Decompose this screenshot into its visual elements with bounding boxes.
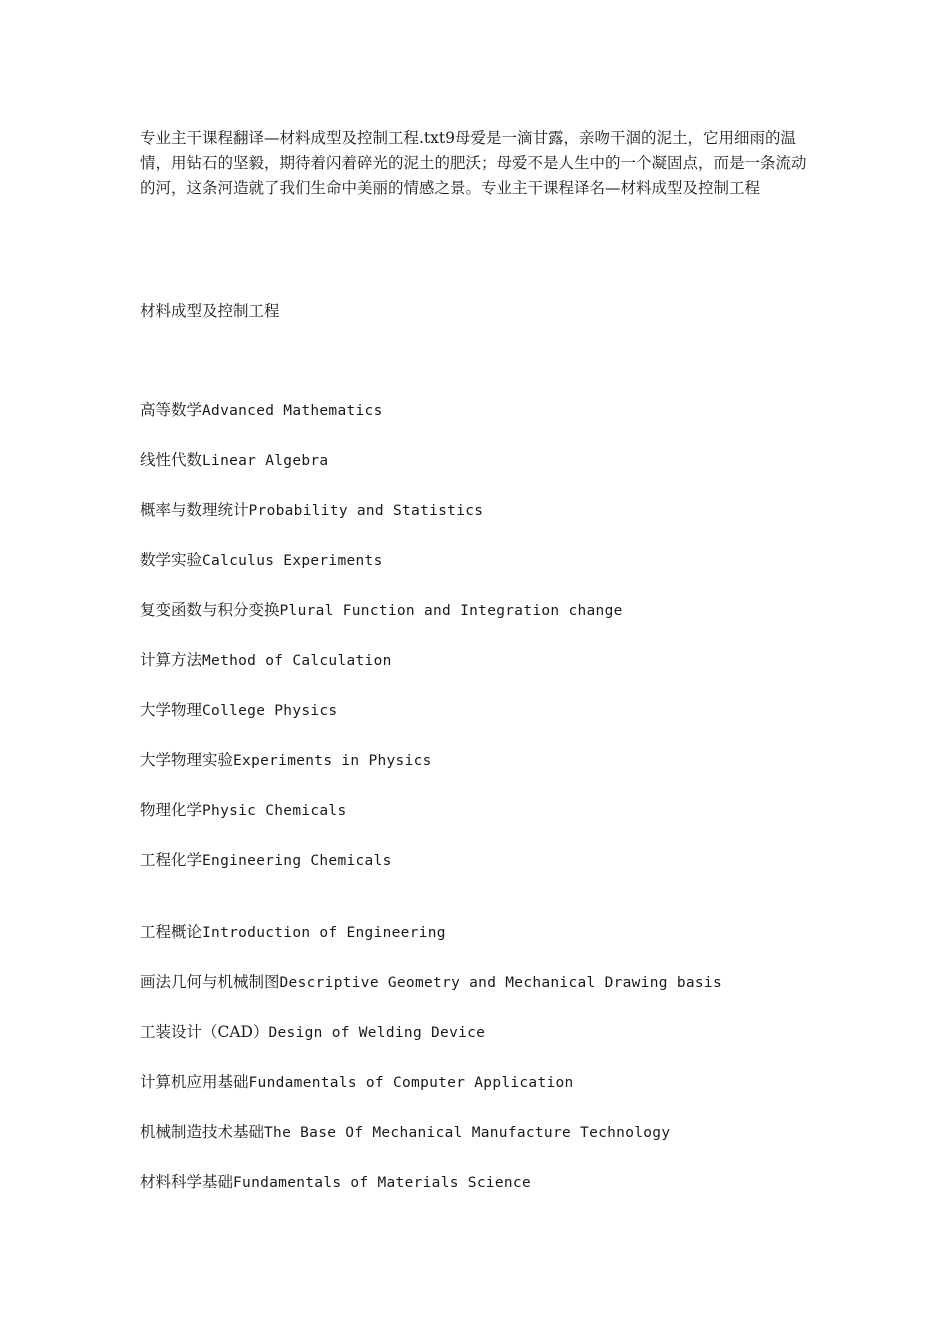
course-name-zh: 概率与数理统计: [140, 501, 249, 519]
course-item: [140, 1121, 722, 1143]
course-item: [140, 1021, 722, 1043]
course-name-en: Fundamentals of Computer Application: [248, 1075, 574, 1091]
course-name-zh: 画法几何与机械制图: [140, 973, 280, 991]
course-name-en: Experiments in Physics: [233, 753, 432, 769]
course-name-en: Engineering Chemicals: [202, 853, 392, 869]
course-item: [140, 599, 722, 621]
course-name-en: Plural Function and Integration change: [279, 603, 623, 619]
course-name-en: Advanced Mathematics: [202, 403, 383, 419]
course-name-zh: 计算方法: [140, 651, 203, 669]
course-name-en: Introduction of Engineering: [202, 925, 446, 941]
course-name-zh: 大学物理实验: [140, 751, 234, 769]
course-name-en: Physic Chemicals: [202, 803, 347, 819]
course-item: [140, 649, 722, 671]
course-name-en: Fundamentals of Materials Science: [233, 1175, 531, 1191]
course-name-zh: 工程概论: [140, 923, 203, 941]
course-item: [140, 1071, 722, 1093]
course-item: [140, 699, 722, 721]
course-item: [140, 499, 722, 521]
course-item: [140, 799, 722, 821]
course-name-zh: 复变函数与积分变换: [140, 601, 280, 619]
course-name-en: The Base Of Mechanical Manufacture Technology: [264, 1125, 671, 1141]
course-item: [140, 749, 722, 771]
course-name-en: Calculus Experiments: [202, 553, 383, 569]
course-name-en: College Physics: [202, 703, 338, 719]
course-item: [140, 449, 722, 471]
course-name-en: Descriptive Geometry and Mechanical Drawing basis: [279, 975, 722, 991]
course-name-en: Linear Algebra: [202, 453, 329, 469]
course-name-zh: 高等数学: [140, 401, 203, 419]
course-name-zh: 材料科学基础: [140, 1173, 234, 1191]
course-name-en: Method of Calculation: [202, 653, 392, 669]
course-list: [140, 399, 722, 1221]
course-name-zh: 工程化学: [140, 851, 203, 869]
course-name-zh: 数学实验: [140, 551, 203, 569]
course-item: [140, 1171, 722, 1193]
course-item: [140, 849, 722, 871]
course-name-zh: 工装设计（CAD）: [140, 1023, 269, 1041]
course-name-zh: 计算机应用基础: [140, 1073, 249, 1091]
course-name-en: Design of Welding Device: [268, 1025, 486, 1041]
course-name-en: Probability and Statistics: [248, 503, 484, 519]
course-name-zh: 线性代数: [140, 451, 203, 469]
course-item: [140, 971, 722, 993]
intro-paragraph: 专业主干课程翻译—材料成型及控制工程.txt9母爱是一滴甘露，亲吻干涸的泥土，它用细雨的温情，用钻石的坚毅，期待着闪着碎光的泥土的肥沃；母爱不是人生中的一个凝固点，而是一条流动的河，这条河造就了我们生命中美丽的情感之景。专业主干课程译名—材料成型及控制工程: [140, 129, 807, 197]
course-item: [140, 549, 722, 571]
course-item: [140, 921, 722, 943]
course-item: [140, 399, 722, 421]
section-heading: 材料成型及控制工程: [140, 302, 280, 320]
course-name-zh: 机械制造技术基础: [140, 1123, 265, 1141]
course-name-zh: 大学物理: [140, 701, 203, 719]
course-name-zh: 物理化学: [140, 801, 203, 819]
